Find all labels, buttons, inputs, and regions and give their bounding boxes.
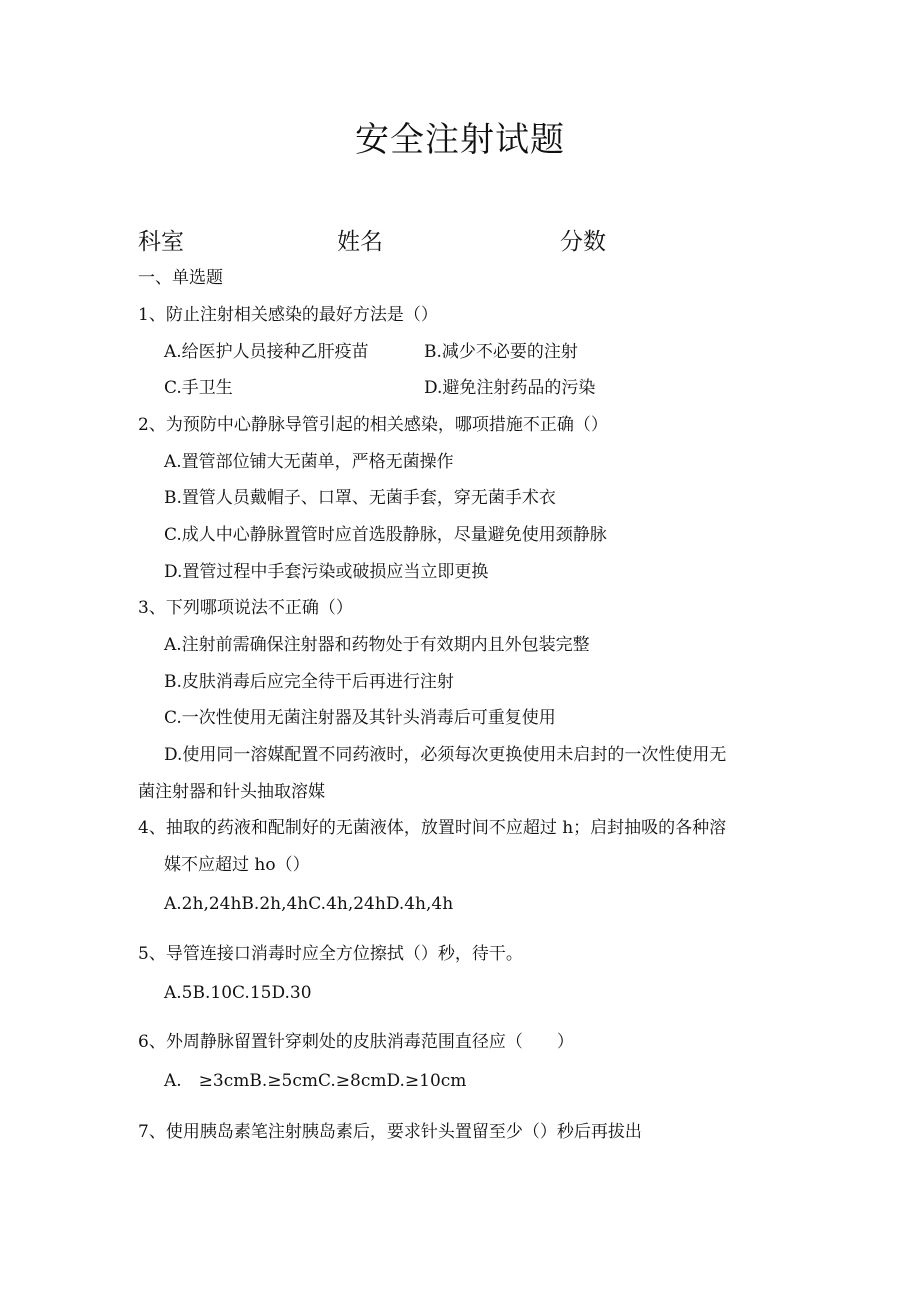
question-2-option-d: D.置管过程中手套污染或破损应当立即更换	[164, 562, 489, 582]
question-2-option-a: A.置管部位铺大无菌单，严格无菌操作	[164, 452, 454, 472]
question-3-option-d-continued: 菌注射器和针头抽取溶媒	[138, 782, 325, 802]
question-3-option-d: D.使用同一溶媒配置不同药液时，必须每次更换使用未启封的一次性使用无	[164, 745, 727, 765]
question-6-stem: 6、外周静脉留置针穿刺处的皮肤消毒范围直径应（ ）	[138, 1032, 574, 1052]
score-label: 分数	[560, 229, 606, 255]
question-1-option-a: A.给医护人员接种乙肝疫苗	[164, 342, 369, 362]
department-label: 科室	[138, 229, 184, 255]
question-1-stem: 1、防止注射相关感染的最好方法是（）	[138, 305, 438, 325]
question-4-options: A.2h,24hB.2h,4hC.4h,24hD.4h,4h	[164, 894, 454, 914]
question-7-stem: 7、使用胰岛素笔注射胰岛素后，要求针头置留至少（）秒后再拔出	[138, 1122, 642, 1142]
question-1-option-b: B.减少不必要的注射	[424, 342, 578, 362]
page-title: 安全注射试题	[355, 120, 565, 160]
question-4-stem-continued: 媒不应超过 ho（）	[164, 855, 310, 875]
question-1-option-c: C.手卫生	[164, 378, 233, 398]
question-4-stem: 4、抽取的药液和配制好的无菌液体，放置时间不应超过 h；启封抽吸的各种溶	[138, 818, 727, 838]
question-5-stem: 5、导管连接口消毒时应全方位擦拭（）秒，待干。	[138, 944, 523, 964]
name-label: 姓名	[337, 229, 383, 255]
question-3-option-c: C.一次性使用无菌注射器及其针头消毒后可重复使用	[164, 708, 556, 728]
question-3-option-a: A.注射前需确保注射器和药物处于有效期内且外包装完整	[164, 635, 590, 655]
question-2-option-c: C.成人中心静脉置管时应首选股静脉，尽量避免使用颈静脉	[164, 525, 607, 545]
section-heading: 一、单选题	[138, 268, 223, 288]
question-5-options: A.5B.10C.15D.30	[164, 983, 312, 1003]
question-1-option-d: D.避免注射药品的污染	[424, 378, 596, 398]
question-6-options: A. ≥3cmB.≥5cmC.≥8cmD.≥10cm	[164, 1071, 467, 1091]
question-2-stem: 2、为预防中心静脉导管引起的相关感染，哪项措施不正确（）	[138, 415, 608, 435]
question-3-option-b: B.皮肤消毒后应完全待干后再进行注射	[164, 672, 454, 692]
question-2-option-b: B.置管人员戴帽子、口罩、无菌手套，穿无菌手术衣	[164, 488, 556, 508]
question-3-stem: 3、下列哪项说法不正确（）	[138, 598, 353, 618]
